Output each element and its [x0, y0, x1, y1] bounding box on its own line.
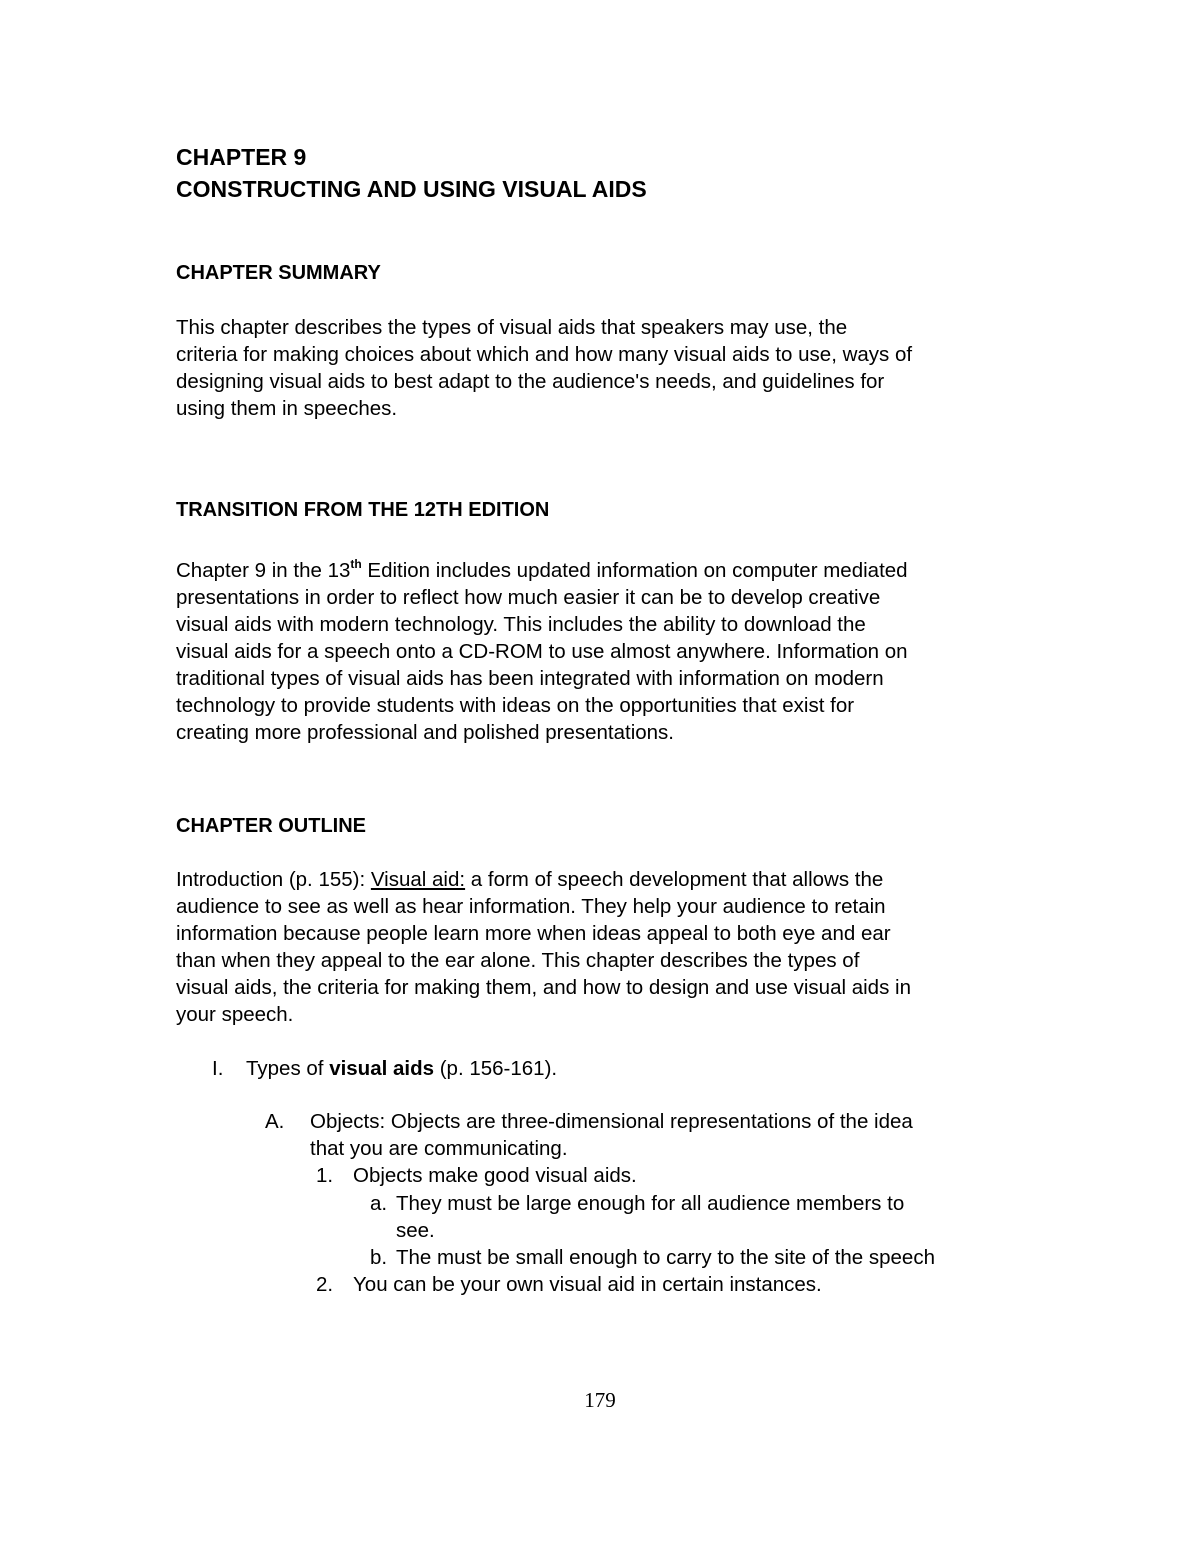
intro-line: [176, 866, 1036, 893]
transition-paragraph: [176, 557, 1036, 746]
outline-item-b: The must be small enough to carry to the site of the speech: [396, 1246, 935, 1269]
summary-heading: CHAPTER SUMMARY: [176, 262, 381, 284]
intro-line: your speech.: [176, 1003, 294, 1026]
outline-marker-I: I.: [212, 1057, 224, 1080]
visual-aid-term: Visual aid:: [370, 868, 466, 891]
outline-item-I: [246, 1055, 557, 1082]
outline-item-A-line2: that you are communicating.: [310, 1137, 568, 1160]
outline-heading: CHAPTER OUTLINE: [176, 815, 366, 837]
chapter-number: CHAPTER 9: [176, 144, 307, 170]
outline-marker-1: 1.: [316, 1164, 334, 1187]
summary-line: criteria for making choices about which and how many visual aids to use, ways of: [176, 343, 913, 366]
outline-intro-paragraph: [176, 866, 1036, 1028]
intro-prefix: Introduction (p. 155):: [176, 868, 371, 891]
intro-line: than when they appeal to the ear alone. This chapter describes the types of: [176, 949, 860, 972]
outline-marker-b: b.: [370, 1246, 388, 1269]
item-I-text: Types of: [246, 1057, 330, 1080]
transition-line: presentations in order to reflect how much easier it can be to develop creative: [176, 586, 881, 609]
outline-item-a-line2: see.: [396, 1219, 435, 1242]
summary-line: using them in speeches.: [176, 397, 398, 420]
page-number: 179: [584, 1388, 616, 1412]
intro-line: audience to see as well as hear information. They help your audience to retain: [176, 895, 886, 918]
chapter-heading: [176, 141, 647, 205]
intro-line: visual aids, the criteria for making them, and how to design and use visual aids in: [176, 976, 911, 999]
transition-line: creating more professional and polished presentations.: [176, 721, 674, 744]
transition-text: Edition includes updated information on computer mediated: [361, 559, 908, 582]
outline-marker-2: 2.: [316, 1273, 334, 1296]
superscript-th: th: [350, 557, 362, 571]
transition-text: Chapter 9 in the 13: [176, 559, 351, 582]
outline-marker-a: a.: [370, 1192, 388, 1215]
outline-item-A-line1: Objects: Objects are three-dimensional representations of the idea: [310, 1110, 913, 1133]
chapter-title: CONSTRUCTING AND USING VISUAL AIDS: [176, 176, 647, 202]
outline-marker-A: A.: [265, 1110, 285, 1133]
outline-item-a-line1: They must be large enough for all audience members to: [396, 1192, 905, 1215]
transition-heading: TRANSITION FROM THE 12TH EDITION: [176, 499, 550, 521]
summary-line: designing visual aids to best adapt to the audience's needs, and guidelines for: [176, 370, 885, 393]
intro-rest: a form of speech development that allows the: [465, 868, 884, 891]
transition-line: visual aids with modern technology. This includes the ability to download the: [176, 613, 866, 636]
intro-line: information because people learn more when ideas appeal to both eye and ear: [176, 922, 891, 945]
transition-line: technology to provide students with ideas on the opportunities that exist for: [176, 694, 855, 717]
transition-line: [176, 557, 1036, 584]
outline-item-1: Objects make good visual aids.: [353, 1164, 637, 1187]
transition-line: traditional types of visual aids has been integrated with information on modern: [176, 667, 884, 690]
item-I-bold: visual aids: [329, 1057, 435, 1080]
transition-line: visual aids for a speech onto a CD-ROM to use almost anywhere. Information on: [176, 640, 908, 663]
summary-paragraph: [176, 314, 1036, 422]
summary-line: This chapter describes the types of visual aids that speakers may use, the: [176, 316, 848, 339]
item-I-text: (p. 156-161).: [434, 1057, 558, 1080]
outline-item-2: You can be your own visual aid in certain instances.: [353, 1273, 822, 1296]
